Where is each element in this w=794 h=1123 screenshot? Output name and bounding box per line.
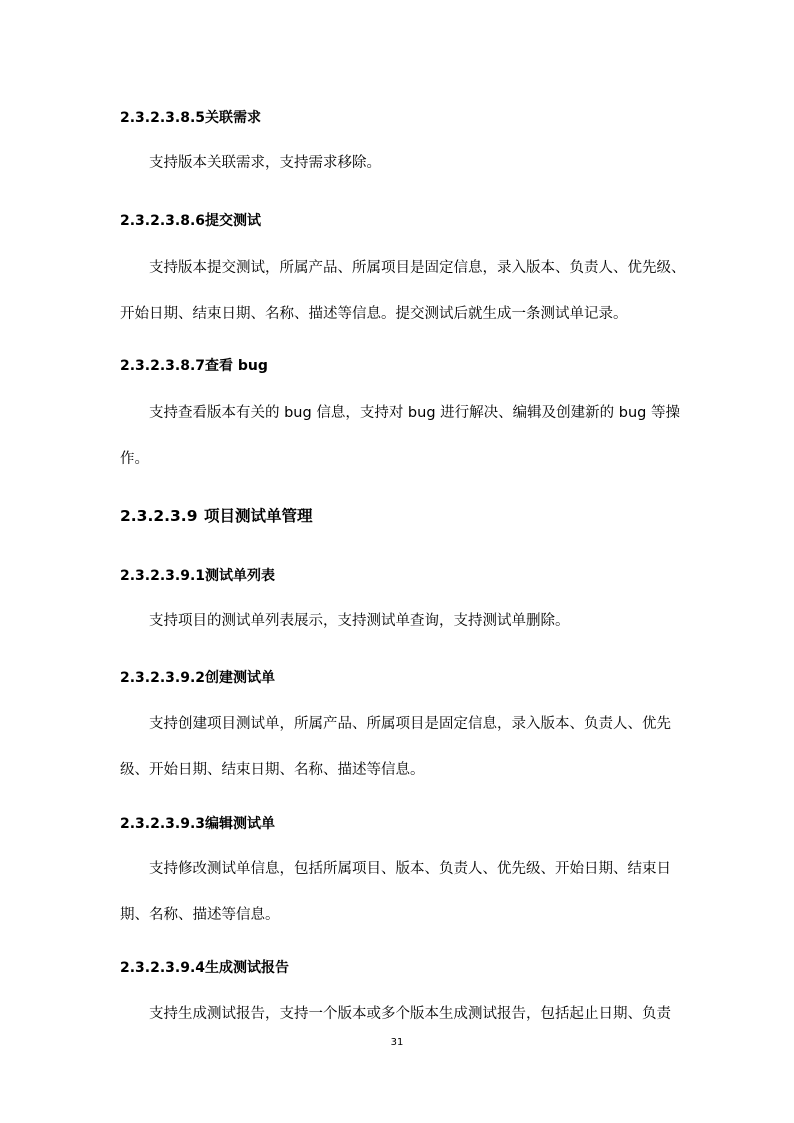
paragraph-line: 支持项目的测试单列表展示，支持测试单查询，支持测试单删除。 <box>149 613 570 629</box>
paragraph-line: 支持查看版本有关的 bug 信息，支持对 bug 进行解决、编辑及创建新的 bug 等操 <box>149 405 680 421</box>
paragraph-line: 支持创建项目测试单，所属产品、所属项目是固定信息，录入版本、负责人、优先 <box>149 716 671 732</box>
section-heading-2-3-2-3-8-5: 2.3.2.3.8.5关联需求 <box>120 110 262 126</box>
major-heading-2-3-2-3-9 <box>120 505 313 527</box>
section-heading-2-3-2-3-9-2: 2.3.2.3.9.2创建测试单 <box>120 670 276 686</box>
section-heading-2-3-2-3-8-6: 2.3.2.3.8.6提交测试 <box>120 213 262 229</box>
major-heading-title: 项目测试单管理 <box>204 507 313 525</box>
paragraph-line: 级、开始日期、结束日期、名称、描述等信息。 <box>120 762 425 778</box>
paragraph-line: 开始日期、结束日期、名称、描述等信息。提交测试后就生成一条测试单记录。 <box>120 306 628 322</box>
section-heading-2-3-2-3-9-1: 2.3.2.3.9.1测试单列表 <box>120 568 276 584</box>
section-paragraph-2-3-2-3-8-7 <box>120 390 680 482</box>
section-paragraph-2-3-2-3-9-4 <box>120 991 676 1037</box>
section-heading-2-3-2-3-9-3: 2.3.2.3.9.3编辑测试单 <box>120 816 276 832</box>
section-heading-2-3-2-3-8-7: 2.3.2.3.8.7查看 bug <box>120 358 268 374</box>
paragraph-line: 支持版本关联需求，支持需求移除。 <box>149 155 381 171</box>
paragraph-line: 作。 <box>120 451 149 467</box>
paragraph-line: 期、名称、描述等信息。 <box>120 907 280 923</box>
section-paragraph-2-3-2-3-8-5 <box>120 140 676 186</box>
section-paragraph-2-3-2-3-9-1 <box>120 598 676 644</box>
paragraph-line: 支持修改测试单信息，包括所属项目、版本、负责人、优先级、开始日期、结束日 <box>149 861 671 877</box>
section-heading-2-3-2-3-9-4: 2.3.2.3.9.4生成测试报告 <box>120 960 290 976</box>
paragraph-line: 支持生成测试报告，支持一个版本或多个版本生成测试报告，包括起止日期、负责 <box>149 1006 671 1022</box>
paragraph-line: 支持版本提交测试，所属产品、所属项目是固定信息，录入版本、负责人、优先级、 <box>149 260 686 276</box>
page-number: 31 <box>390 1037 404 1048</box>
section-paragraph-2-3-2-3-9-2 <box>120 701 676 793</box>
section-paragraph-2-3-2-3-8-6 <box>120 245 686 337</box>
section-paragraph-2-3-2-3-9-3 <box>120 846 676 938</box>
major-heading-number: 2.3.2.3.9 <box>120 507 198 525</box>
